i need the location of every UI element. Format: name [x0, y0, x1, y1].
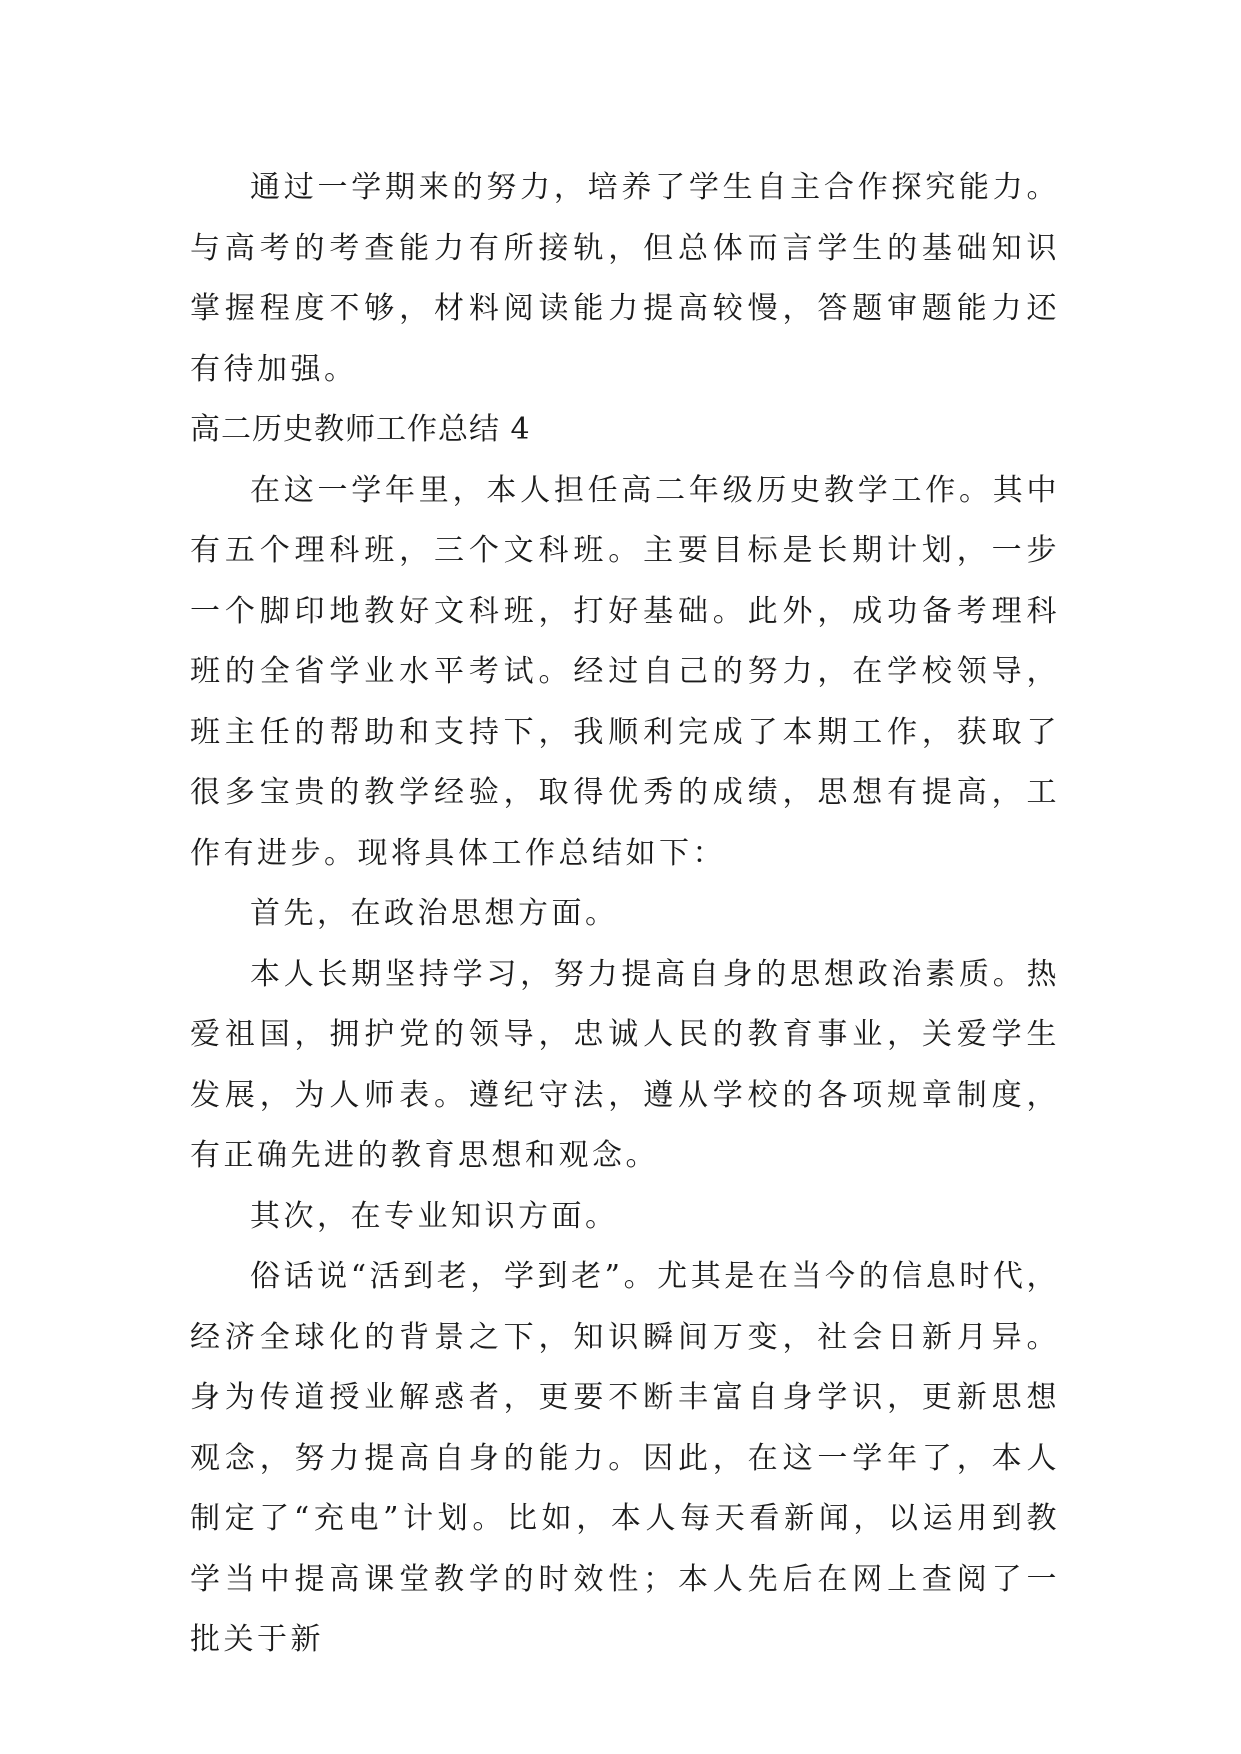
paragraph-1: 通过一学期来的努力，培养了学生自主合作探究能力。与高考的考查能力有所接轨，但总体而言学生的基础知识掌握程度不够，材料阅读能力提高较慢，答题审题能力还有待加强。 — [190, 170, 1060, 387]
paragraph-3: 首先，在政治思想方面。 — [250, 896, 619, 931]
paragraph-4: 本人长期坚持学习，努力提高自身的思想政治素质。热爱祖国，拥护党的领导，忠诚人民的教育事业，关爱学生发展，为人师表。遵纪守法，遵从学校的各项规章制度，有正确先进的教育思想和观念。 — [190, 956, 1060, 1173]
document-body — [190, 158, 1060, 1671]
paragraph-5: 其次，在专业知识方面。 — [250, 1198, 619, 1234]
section-heading: 高二历史教师工作总结 4 — [190, 412, 531, 447]
paragraph-6: 俗话说“活到老，学到老”。尤其是在当今的信息时代，经济全球化的背景之下，知识瞬间万变，社会日新月异。身为传道授业解惑者，更要不断丰富自身学识，更新思想观念，努力提高自身的能力。因此，在这一学年了，本人制定了“充电”计划。比如，本人每天看新闻，以运用到教学当中提高课堂教学的时效性；本人先后在网上查阅了一批关于新 — [190, 1259, 1060, 1657]
paragraph-2: 在这一学年里，本人担任高二年级历史教学工作。其中有五个理科班，三个文科班。主要目标是长期计划，一步一个脚印地教好文科班，打好基础。此外，成功备考理科班的全省学业水平考试。经过自己的努力，在学校领导，班主任的帮助和支持下，我顺利完成了本期工作，获取了很多宝贵的教学经验，取得优秀的成绩，思想有提高，工作有进步。现将具体工作总结如下： — [190, 472, 1060, 871]
